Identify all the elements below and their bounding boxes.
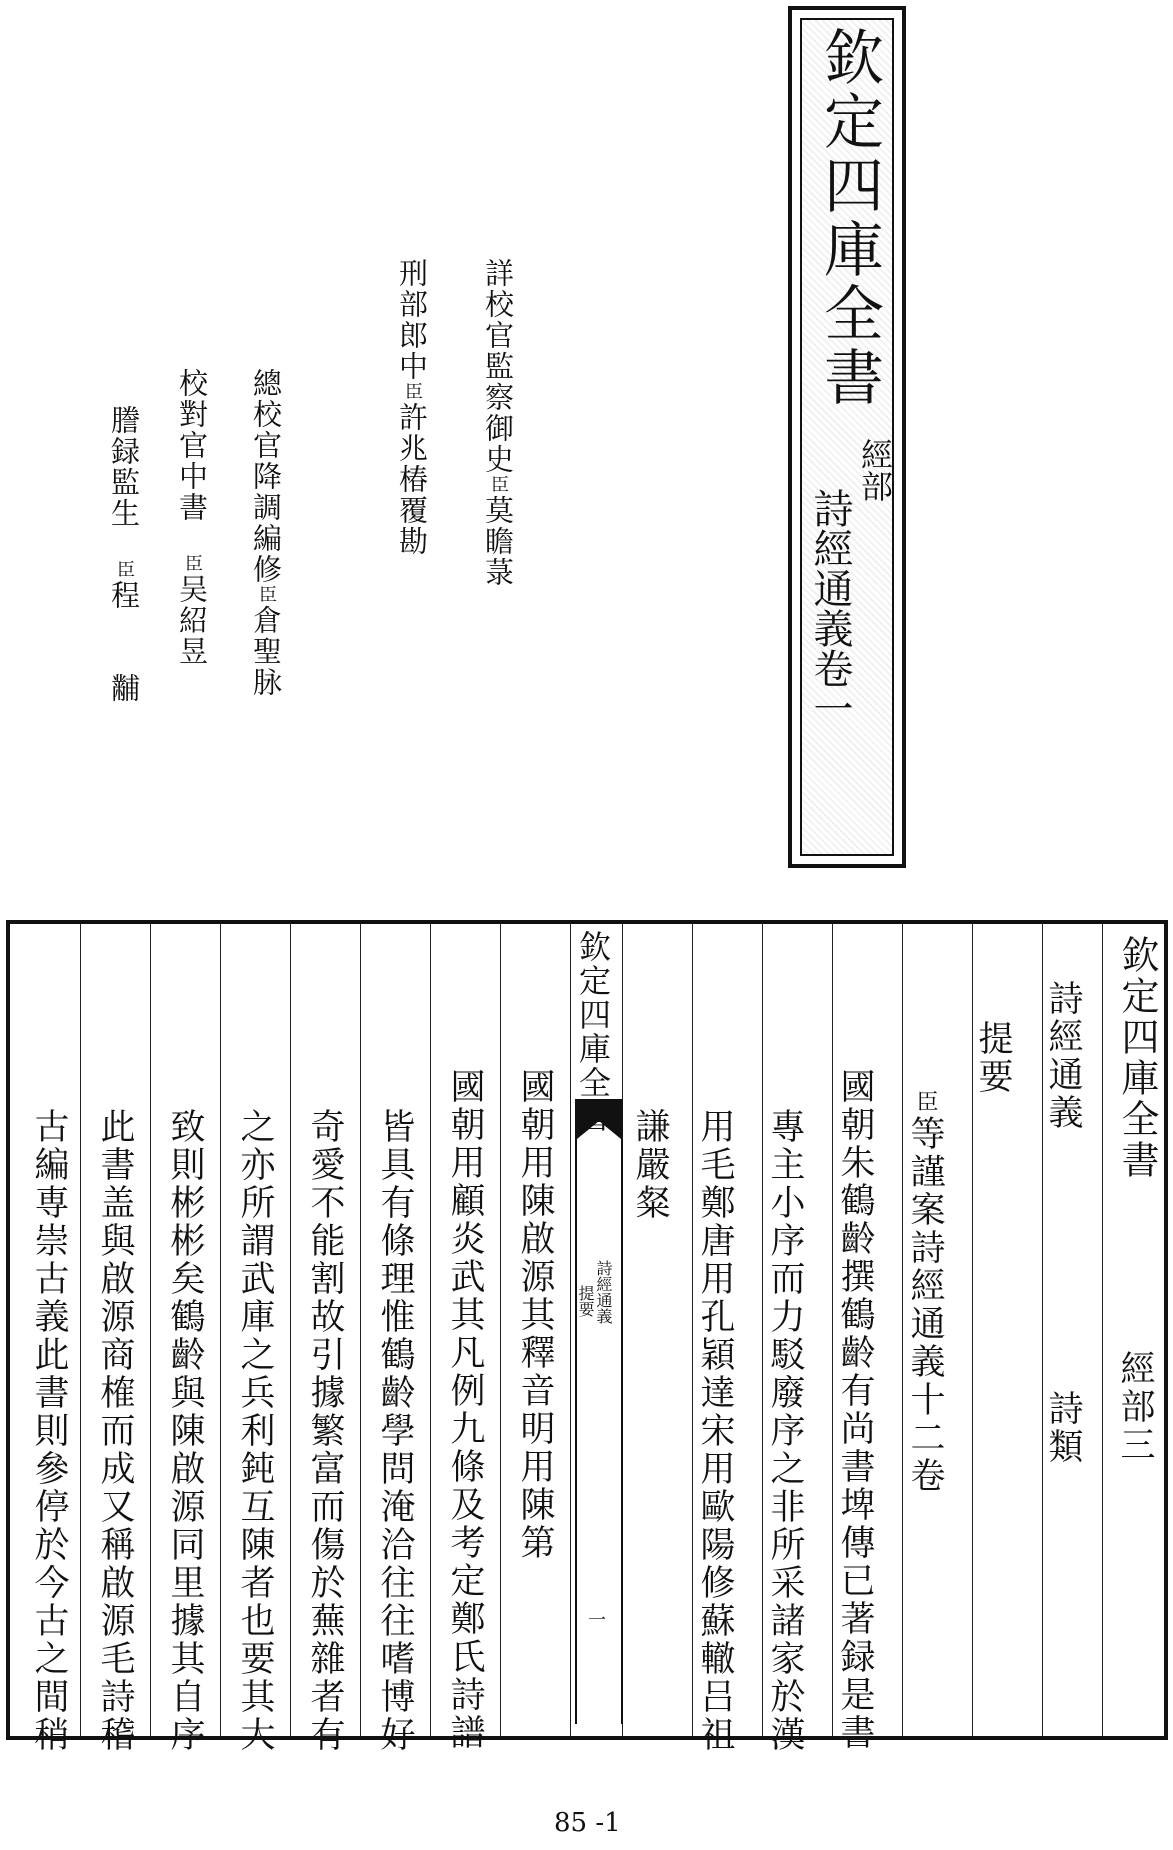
category-label: 詩類 <box>1043 1390 1083 1466</box>
body-line: 專主小序而力駁廢序之非所采諸家於漢 <box>765 1108 805 1754</box>
column-rule <box>360 924 361 1736</box>
column-rule <box>150 924 151 1736</box>
section-heading: 提要 <box>973 1020 1013 1096</box>
body-line: 致則彬彬矣鶴齡與陳啟源同里據其自序 <box>165 1108 205 1754</box>
intro-rank: 臣 <box>913 1090 938 1115</box>
body-line: 國朝用陳啟源其釋音明用陳第 <box>515 1068 555 1562</box>
body-line: 之亦所謂武庫之兵利鈍互陳者也要其大 <box>235 1108 275 1754</box>
credit-role: 校對官中書 <box>175 368 209 523</box>
column-rule <box>290 924 291 1736</box>
credit-line-4 <box>172 368 213 667</box>
body-line: 國朝朱鶴齡撰鶴齡有尚書埤傳已著録是書 <box>835 1068 875 1752</box>
credit-line-2 <box>392 258 433 557</box>
credit-role: 詳校官監察御史 <box>481 258 515 475</box>
page-header-division: 經部三 <box>1115 1350 1155 1464</box>
intro-text: 等謹案詩經通義十二卷 <box>905 1115 945 1495</box>
credit-rank: 臣 <box>402 382 423 402</box>
fishtail-leaf: 一 <box>585 1610 606 1628</box>
credit-name: 吴紹昱 <box>175 574 209 667</box>
body-line: 國朝用顧炎武其凡例九條及考定鄭氏詩譜 <box>445 1068 485 1752</box>
credit-name: 許兆椿覆勘 <box>395 402 429 557</box>
credit-rank: 臣 <box>182 554 203 574</box>
credit-role: 謄録監生 <box>107 405 141 529</box>
body-line: 用毛鄭唐用孔穎達宋用歐陽修蘇轍吕祖 <box>695 1108 735 1754</box>
column-rule <box>80 924 81 1736</box>
credit-line-3 <box>246 368 287 698</box>
body-line: 此書盖與啟源商榷而成又稱啟源毛詩稽 <box>95 1108 135 1754</box>
credit-name: 倉聖脉 <box>249 605 283 698</box>
intro-line <box>900 1090 950 1495</box>
credit-line-5 <box>104 405 145 704</box>
credit-rank: 臣 <box>114 560 135 580</box>
credit-role: 總校官降調編修 <box>249 368 283 585</box>
body-line: 謙嚴粲 <box>630 1108 670 1222</box>
fishtail-title: 欽定四庫全書 <box>574 930 612 1134</box>
body-line: 古編専崇古義此書則參停於今古之間稍 <box>29 1108 69 1754</box>
book-title: 詩經通義 <box>1043 980 1083 1132</box>
column-rule <box>500 924 501 1736</box>
page-header-title: 欽定四庫全書 <box>1115 935 1159 1181</box>
cover-title: 欽定四庫全書 <box>814 26 884 410</box>
column-rule <box>430 924 431 1736</box>
body-line: 皆具有條理惟鶴齡學問淹洽往往嗜博好 <box>375 1108 415 1754</box>
page-number: 85 -1 <box>554 1808 621 1838</box>
cover-volume: 詩經通義卷一 <box>807 488 853 728</box>
credit-role: 刑部郎中 <box>395 258 429 382</box>
credit-name: 莫瞻菉 <box>481 495 515 588</box>
fishtail-book: 詩經通義 <box>594 1260 613 1324</box>
credit-line-1 <box>478 258 519 588</box>
credit-rank: 臣 <box>488 475 509 495</box>
body-line: 奇愛不能割故引據繁富而傷於蕪雜者有 <box>305 1108 345 1754</box>
column-rule <box>1102 924 1103 1736</box>
cover-division: 經部 <box>856 438 894 502</box>
credit-rank: 臣 <box>256 585 277 605</box>
fishtail-section: 提要 <box>576 1285 595 1317</box>
column-rule <box>220 924 221 1736</box>
fishtail-strip <box>575 1099 623 1724</box>
credit-name: 程 黼 <box>107 580 141 704</box>
